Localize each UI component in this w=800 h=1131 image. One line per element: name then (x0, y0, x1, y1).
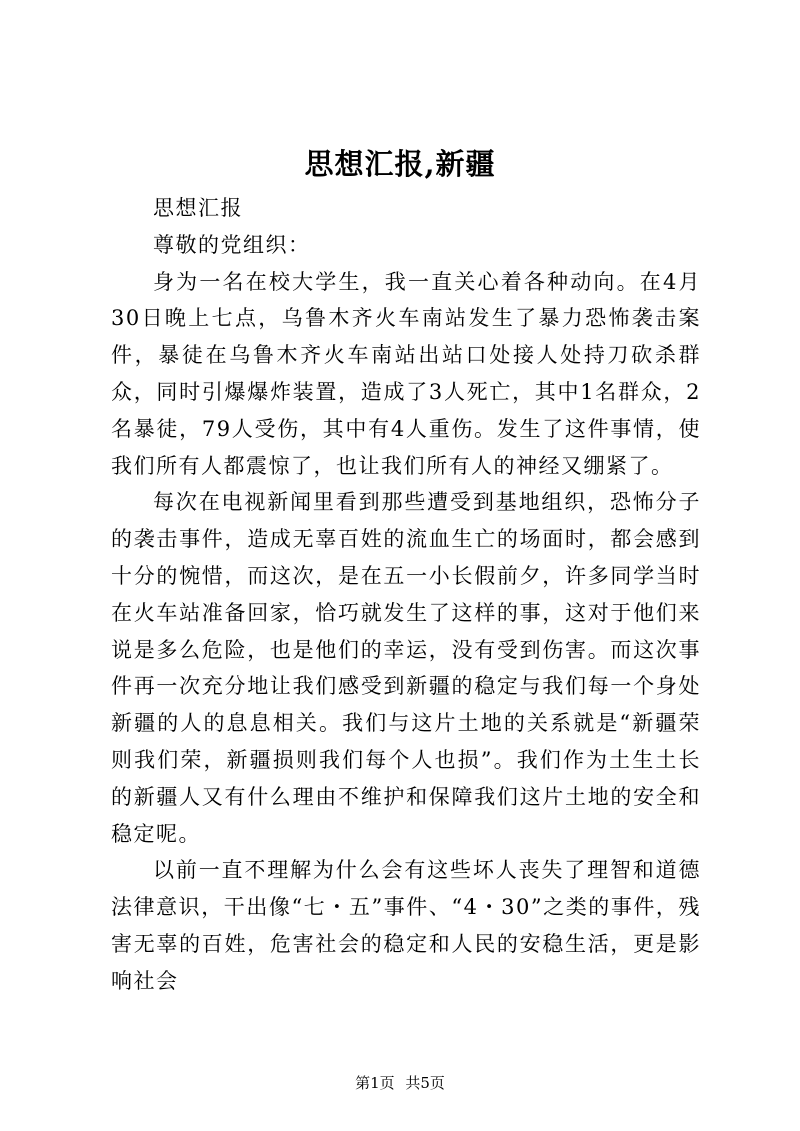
paragraph: 身为一名在校大学生，我一直关心着各种动向。在4月30日晚上七点，乌鲁木齐火车南站发生了暴力恐怖袭击案件，暴徒在乌鲁木齐火车南站出站口处接人处持刀砍杀群众，同时引爆爆炸装置，造成了3人死亡，其中1名群众，2名暴徒，79人受伤，其中有4人重伤。发生了这件事情，使我们所有人都震惊了，也让我们所有人的神经又绷紧了。 (111, 269, 701, 478)
paragraph: 每次在电视新闻里看到那些遭受到基地组织，恐怖分子的袭击事件，造成无辜百姓的流血生亡的场面时，都会感到十分的惋惜，而这次，是在五一小长假前夕，许多同学当时在火车站准备回家，恰巧就发生了这样的事，这对于他们来说是多么危险，也是他们的幸运，没有受到伤害。而这次事件再一次充分地让我们感受到新疆的稳定与我们每一个身处新疆的人的息息相关。我们与这片土地的关系就是“新疆荣则我们荣，新疆损则我们每个人也损”。我们作为土生土长的新疆人又有什么理由不维护和保障我们这片土地的安全和稳定呢。 (111, 490, 701, 846)
page-total: 共5页 (405, 1074, 445, 1092)
page-number: 第1页 (355, 1074, 395, 1092)
paragraph-heading: 思想汇报 (153, 196, 243, 220)
page-footer (0, 1073, 800, 1093)
paragraph-salutation: 尊敬的党组织： (153, 232, 311, 257)
document-title: 思想汇报,新疆 (304, 147, 496, 181)
document-body (111, 190, 701, 1000)
paragraph: 以前一直不理解为什么会有这些坏人丧失了理智和道德法律意识，干出像“七・五”事件、“4・30”之类的事件，残害无辜的百姓，危害社会的稳定和人民的安稳生活，更是影响社会 (111, 858, 701, 993)
